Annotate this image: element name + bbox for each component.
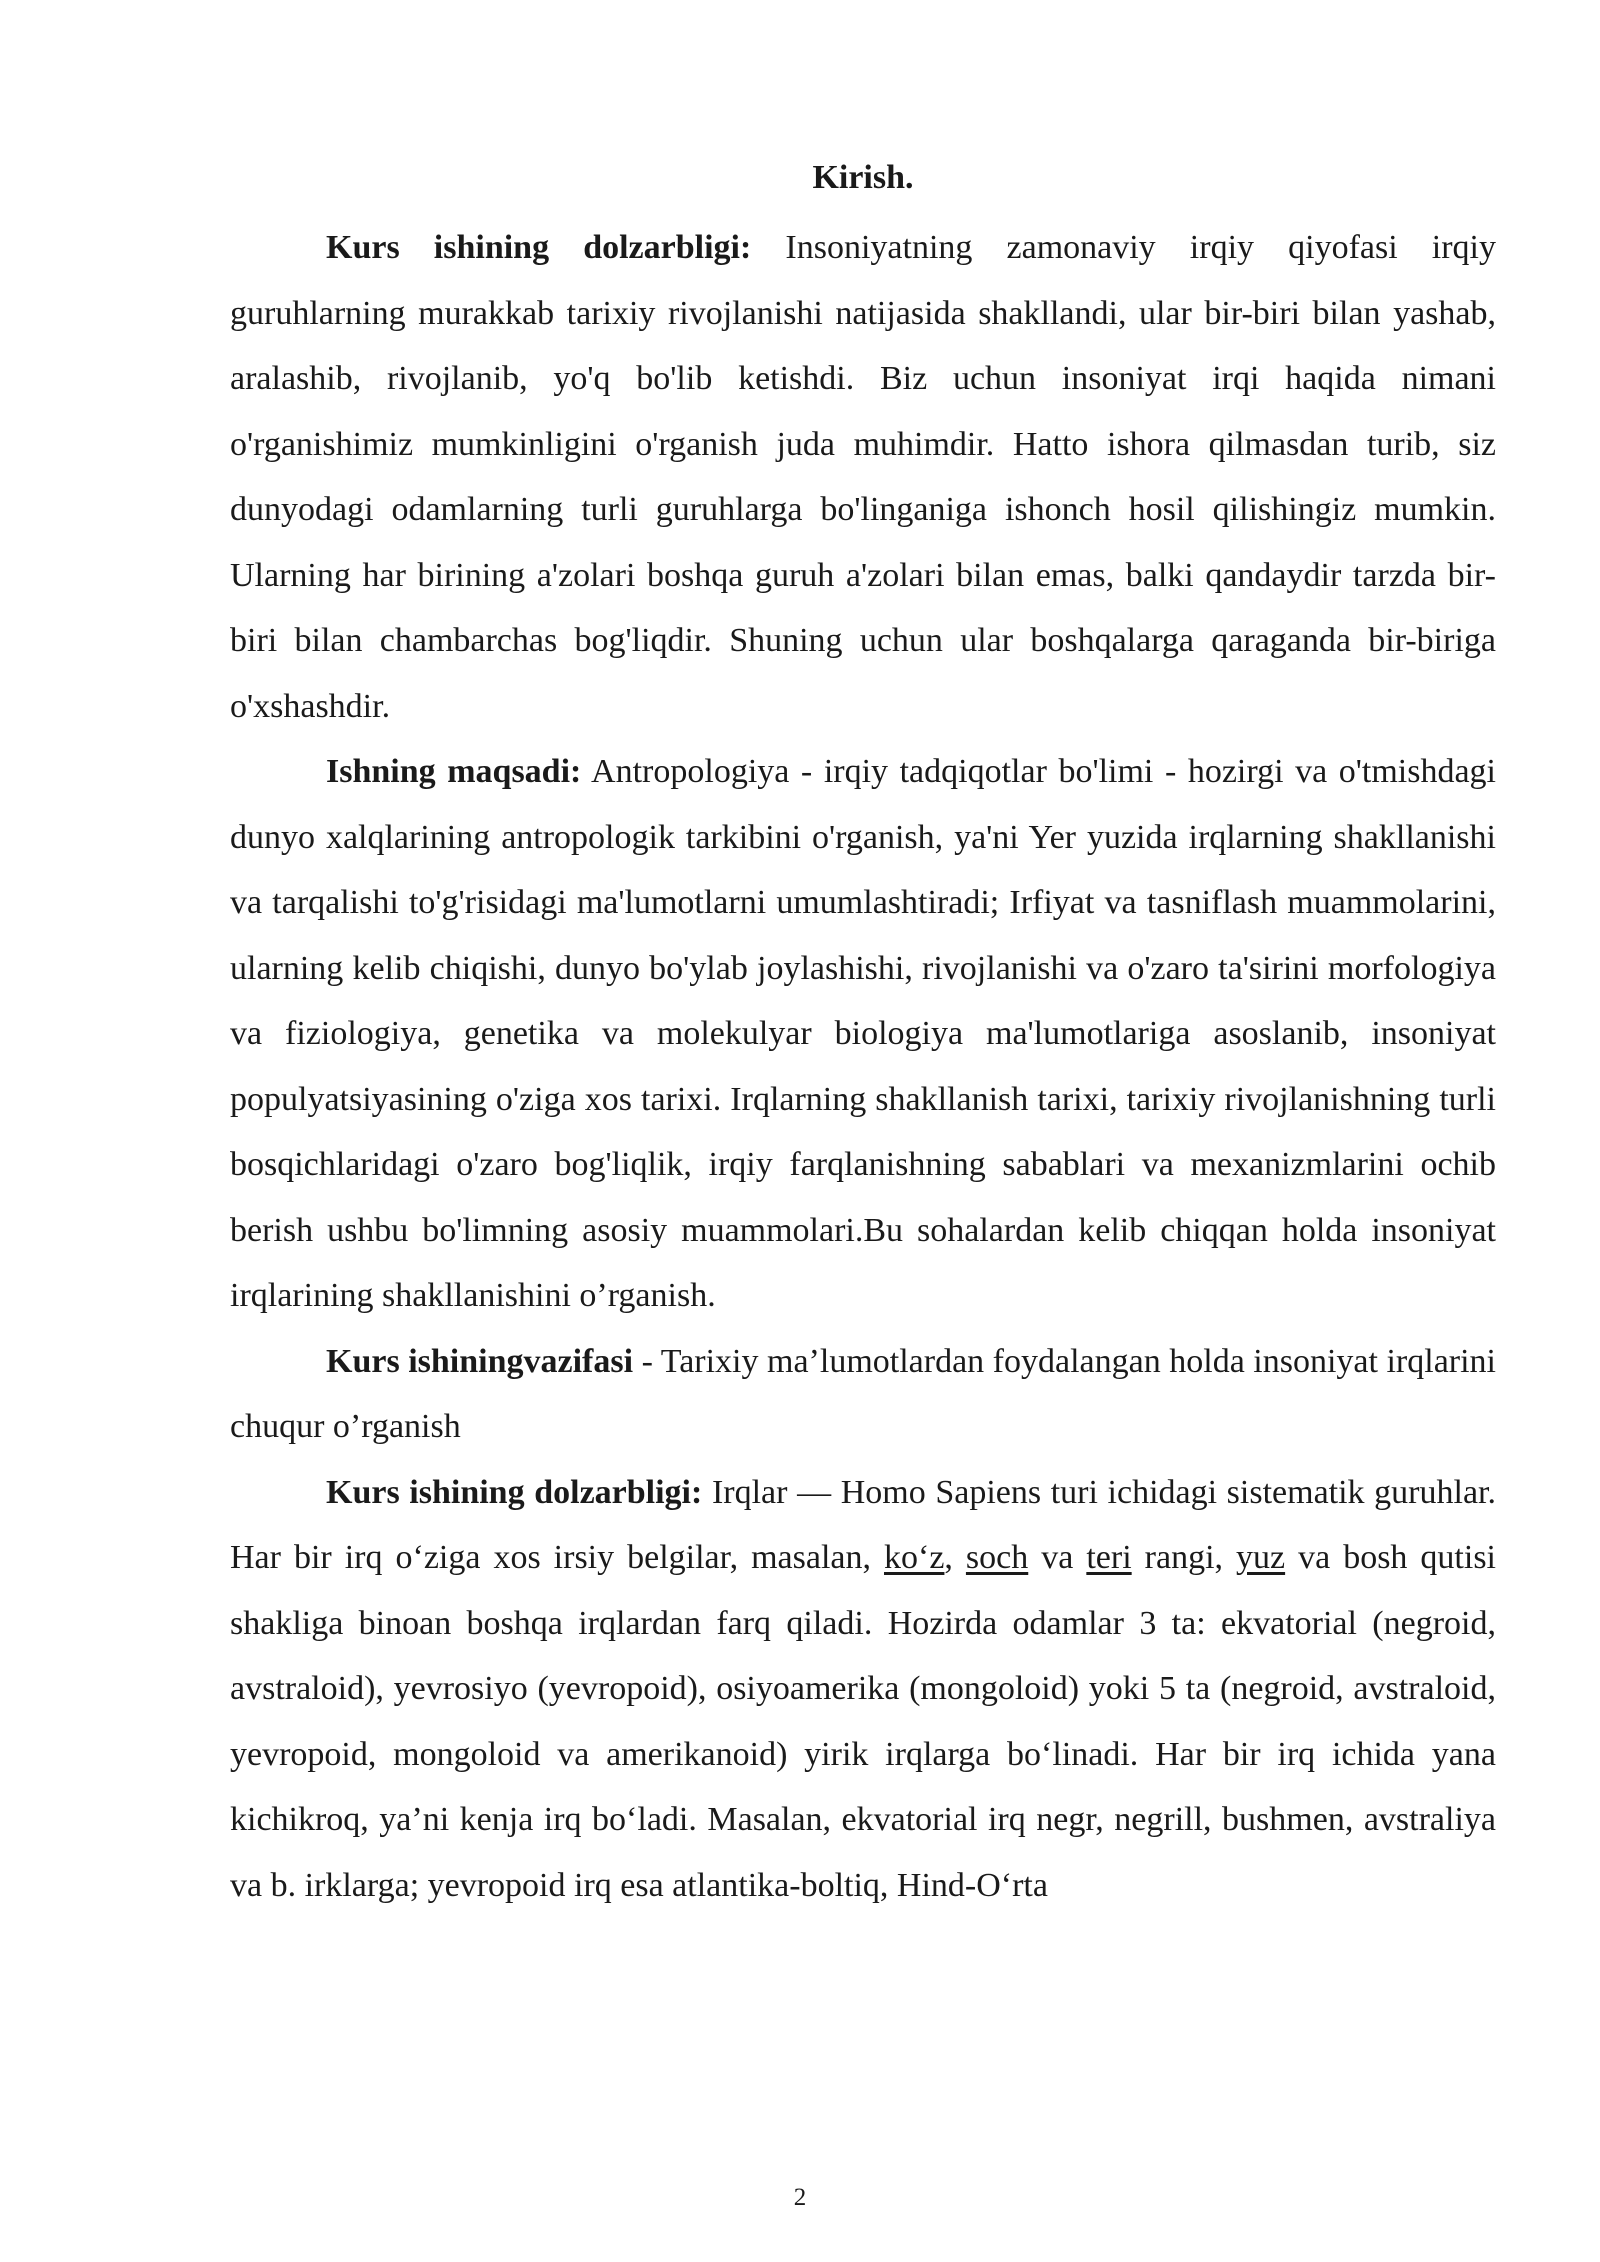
paragraph-text: Insoniyatning zamonaviy irqiy qiyofasi irqiy guruhlarning murakkab tarixiy rivojlanishi natijasida shakllandi, ular bir-biri bilan yashab, aralashib, rivojlanib, yo'q bo'lib ketishdi. Biz uchun insoniyat irqi haqida nimani o'rganishimiz mumkinligini o'rganish juda muhimdir. Hatto ishora qilmasdan turib, siz dunyodagi odamlarning turli guruhlarga bo'linganiga ishonch hosil qilishingiz mumkin. Ularning har birining a'zolari boshqa guruh a'zolari bilan emas, balki qandaydir tarzda bir-biri bilan chambarchas bog'liqdir. Shuning uchun ular boshqalarga qaraganda bir-biriga o'xshashdir. xyxy=(230,229,1496,725)
paragraph-text: Irqlar — Homo Sapiens turi ichidagi sistematik guruhlar. Har bir irq o‘ziga xos irsiy belgilar, masalan, xyxy=(230,1473,1496,1576)
paragraph-text: rangi, xyxy=(1131,1539,1237,1576)
page-title: Kirish. xyxy=(812,159,914,196)
paragraph-label: Ishning maqsadi: xyxy=(326,753,582,790)
paragraph-text: Antropologiya - irqiy tadqiqotlar bo'limi - hozirgi va o'tmishdagi dunyo xalqlarining antropologik tarkibini o'rganish, ya'ni Yer yuzida irqlarning shakllanishi va tarqalishi to'g'risidagi ma'lumotlarni umumlashtiradi; Irfiyat va tasniflash muammolarini, ularning kelib chiqishi, dunyo bo'ylab joylashishi, rivojlanishi va o'zaro ta'sirini morfologiya va fiziologiya, genetika va molekulyar biologiya ma'lumotlariga asoslanib, insoniyat populyatsiyasining o'ziga xos tarixi. Irqlarning shakllanish tarixi, tarixiy rivojlanishning turli bosqichlaridagi o'zaro bog'liqlik, irqiy farqlanishning sabablari va mexanizmlarini ochib berish ushbu bo'limning asosiy muammolari.Bu sohalardan kelib chiqqan holda insoniyat irqlarining shakllanishini o’rganish. xyxy=(230,753,1496,1314)
link-koz[interactable]: ko‘z xyxy=(884,1539,945,1576)
paragraph-relevance xyxy=(230,215,1496,739)
paragraph-label: Kurs ishining dolzarbligi: xyxy=(326,1473,703,1511)
document-page xyxy=(230,150,1496,1918)
link-yuz[interactable]: yuz xyxy=(1236,1539,1286,1576)
paragraph-label: Kurs ishiningvazifasi xyxy=(326,1342,634,1380)
page-number: 2 xyxy=(793,2184,807,2211)
paragraph-text: , xyxy=(944,1539,966,1576)
paragraph-races xyxy=(230,1460,1496,1919)
paragraph-goal xyxy=(230,739,1496,1329)
paragraph-text: va bosh qutisi shakliga binoan boshqa irqlardan farq qiladi. Hozirda odamlar 3 ta: ekvatorial (negroid, avstraloid), yevrosiyo (yevropoid), osiyoamerika (mongoloid) yoki 5 ta (negroid, avstraloid, yevropoid, mongoloid va amerikanoid) yirik irqlarga bo‘linadi. Har bir irq ichida yana kichikroq, ya’ni kenja irq bo‘ladi. Masalan, ekvatorial irq negr, negrill, bushmen, avstraliya va b. irklarga; yevropoid irq esa atlantika-boltiq, Hind-O‘rta xyxy=(230,1539,1496,1904)
paragraph-text: - Tarixiy ma’lumotlardan foydalangan holda insoniyat irqlarini chuqur o’rganish xyxy=(230,1342,1496,1445)
link-teri[interactable]: teri xyxy=(1086,1539,1132,1576)
paragraph-text: va xyxy=(1028,1539,1087,1576)
paragraph-label: Kurs ishining dolzarbligi: xyxy=(326,229,752,266)
paragraph-task xyxy=(230,1329,1496,1460)
link-soch[interactable]: soch xyxy=(965,1539,1029,1576)
